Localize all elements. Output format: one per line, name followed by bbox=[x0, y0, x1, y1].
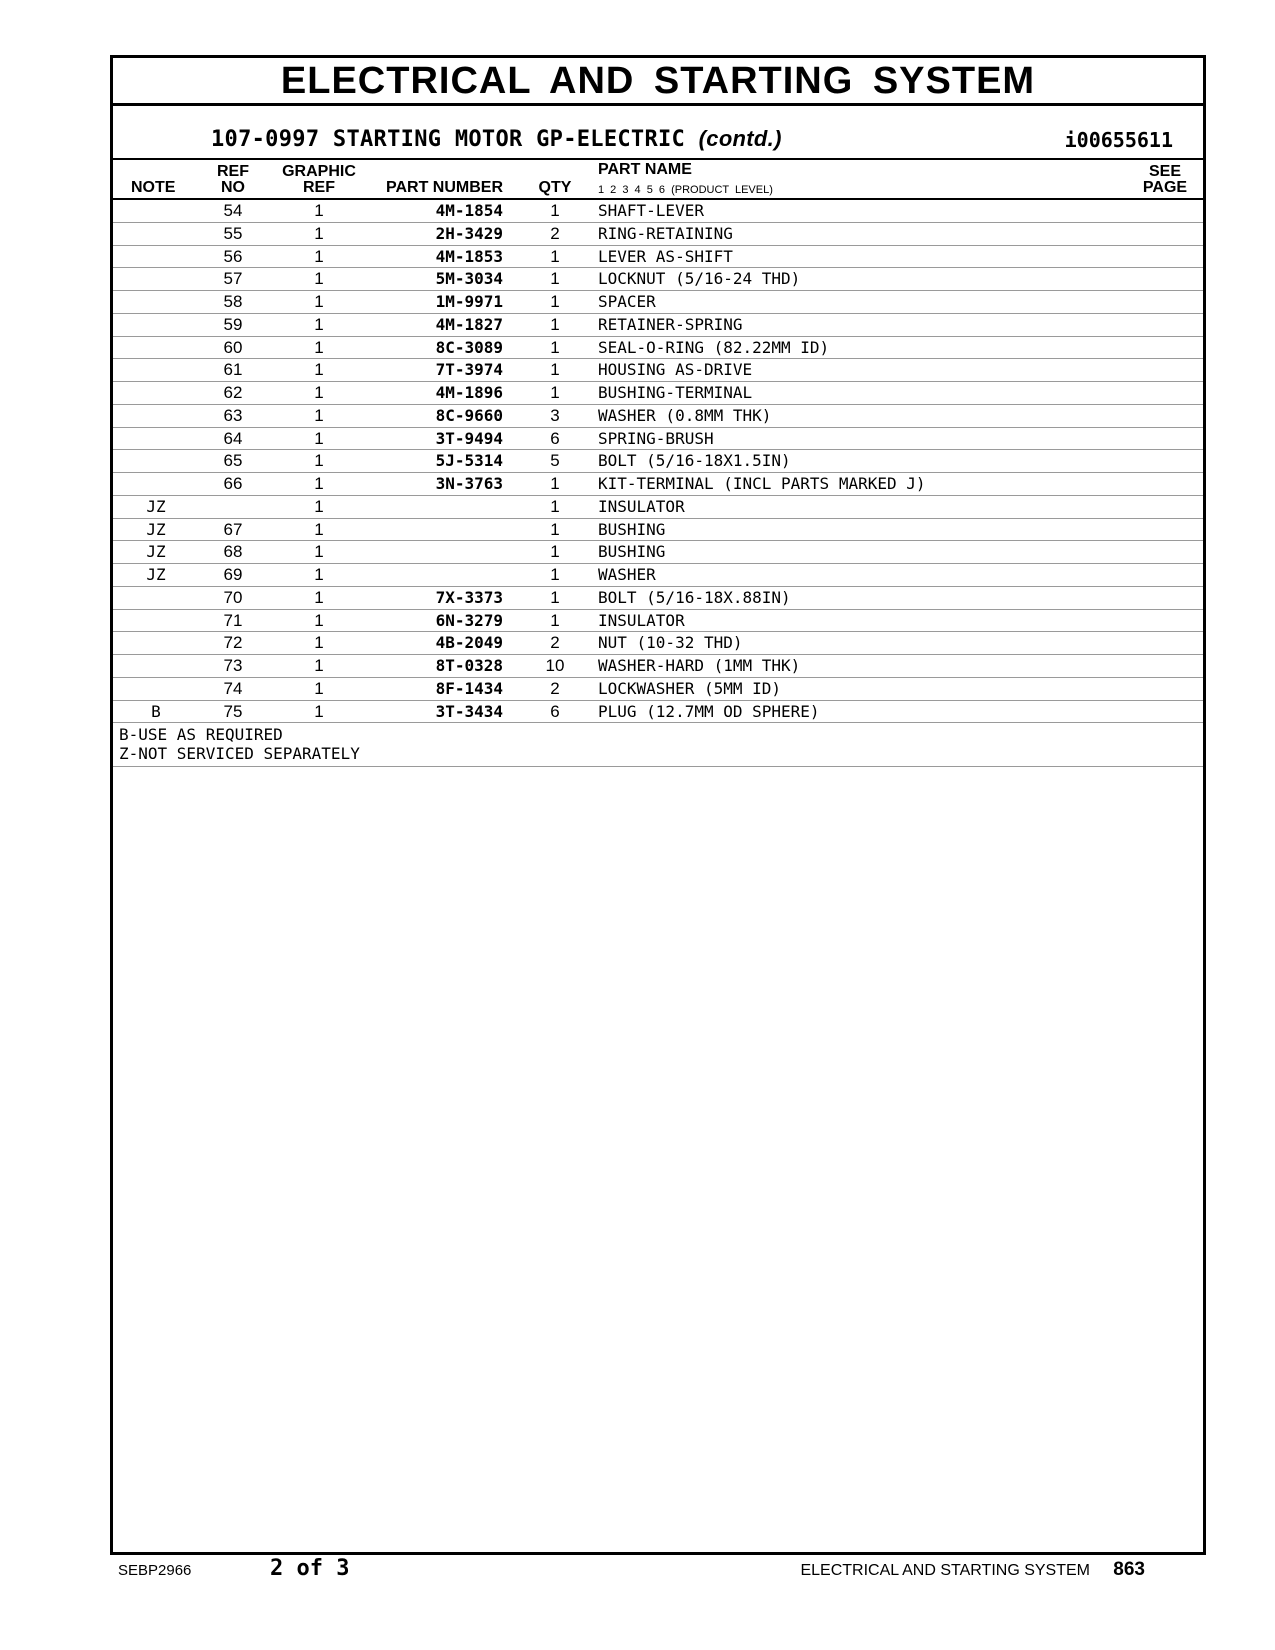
cell-part-number: 2H-3429 bbox=[435, 223, 503, 243]
table-row bbox=[113, 473, 1203, 496]
cell-part-number: 8F-1434 bbox=[435, 678, 503, 698]
col-graphic-ref-top: GRAPHIC bbox=[282, 163, 356, 180]
cell-qty: 2 bbox=[550, 633, 560, 653]
cell-graphic-ref: 1 bbox=[314, 519, 324, 539]
cell-part-name: LOCKNUT (5/16-24 THD) bbox=[598, 269, 801, 289]
cell-qty: 10 bbox=[545, 656, 565, 675]
cell-part-name: BOLT (5/16-18X.88IN) bbox=[598, 587, 791, 607]
group-header bbox=[113, 106, 1203, 160]
cell-part-number: 4M-1853 bbox=[435, 246, 503, 266]
cell-part-name: INSULATOR bbox=[598, 610, 685, 630]
group-continued: (contd.) bbox=[698, 126, 782, 151]
table-row bbox=[113, 405, 1203, 428]
page-of: 2 of 3 bbox=[270, 1556, 350, 1581]
table-row bbox=[113, 428, 1203, 451]
col-see-page-top: SEE bbox=[1148, 163, 1181, 180]
cell-qty: 5 bbox=[550, 451, 560, 471]
cell-qty: 6 bbox=[550, 428, 560, 448]
cell-part-name: BUSHING-TERMINAL bbox=[598, 383, 753, 402]
page-frame bbox=[110, 55, 1206, 1555]
cell-graphic-ref: 1 bbox=[314, 633, 324, 653]
product-level-label: (PRODUCT LEVEL) bbox=[671, 184, 773, 196]
cell-part-number: 4B-2049 bbox=[435, 633, 503, 653]
cell-qty: 1 bbox=[550, 360, 560, 380]
cell-ref-no: 58 bbox=[223, 292, 243, 311]
cell-part-name: BUSHING bbox=[598, 542, 666, 562]
cell-qty: 1 bbox=[550, 201, 560, 220]
cell-part-number: 6N-3279 bbox=[435, 610, 503, 630]
product-level-numbers: 1 2 3 4 5 6 bbox=[598, 184, 665, 196]
cell-graphic-ref: 1 bbox=[314, 269, 324, 289]
table-row bbox=[113, 200, 1203, 223]
cell-ref-no: 66 bbox=[223, 474, 243, 493]
cell-graphic-ref: 1 bbox=[314, 565, 324, 584]
cell-qty: 1 bbox=[550, 496, 560, 516]
cell-part-name: LOCKWASHER (5MM ID) bbox=[598, 678, 782, 698]
cell-part-number: 1M-9971 bbox=[435, 292, 503, 311]
cell-note: JZ bbox=[146, 542, 166, 562]
table-row bbox=[113, 314, 1203, 337]
cell-part-name: RETAINER-SPRING bbox=[598, 314, 743, 334]
col-ref-no-top: REF bbox=[217, 163, 249, 180]
cell-part-name: WASHER (0.8MM THK) bbox=[598, 405, 772, 425]
cell-graphic-ref: 1 bbox=[314, 610, 324, 630]
cell-part-number: 8T-0328 bbox=[435, 656, 503, 675]
cell-graphic-ref: 1 bbox=[314, 678, 324, 698]
column-header bbox=[113, 160, 1203, 200]
notes-block bbox=[113, 723, 1203, 767]
cell-part-number: 5M-3034 bbox=[435, 269, 503, 289]
table-row bbox=[113, 610, 1203, 633]
col-qty: QTY bbox=[538, 179, 572, 196]
cell-part-number: 3N-3763 bbox=[435, 474, 503, 493]
cell-ref-no: 73 bbox=[223, 656, 243, 675]
cell-ref-no: 54 bbox=[223, 201, 243, 220]
note-z: Z-NOT SERVICED SEPARATELY bbox=[119, 744, 360, 764]
cell-ref-no: 59 bbox=[223, 314, 243, 334]
table-row bbox=[113, 632, 1203, 655]
cell-graphic-ref: 1 bbox=[314, 542, 324, 562]
table-row bbox=[113, 223, 1203, 246]
table-row bbox=[113, 519, 1203, 542]
cell-graphic-ref: 1 bbox=[314, 223, 324, 243]
cell-qty: 1 bbox=[550, 610, 560, 630]
cell-qty: 1 bbox=[550, 246, 560, 266]
cell-part-number: 3T-9494 bbox=[435, 428, 503, 448]
group-title bbox=[211, 126, 782, 152]
cell-part-name: HOUSING AS-DRIVE bbox=[598, 360, 753, 380]
cell-ref-no: 57 bbox=[223, 269, 243, 289]
cell-note: JZ bbox=[146, 519, 166, 539]
cell-part-name: SPRING-BRUSH bbox=[598, 428, 714, 448]
cell-graphic-ref: 1 bbox=[314, 701, 324, 721]
group-number: 107-0997 bbox=[211, 127, 320, 152]
table-row bbox=[113, 268, 1203, 291]
cell-graphic-ref: 1 bbox=[314, 656, 324, 675]
cell-ref-no: 70 bbox=[223, 587, 243, 607]
table-row bbox=[113, 359, 1203, 382]
table-row bbox=[113, 291, 1203, 314]
cell-graphic-ref: 1 bbox=[314, 360, 324, 380]
col-see-page bbox=[1135, 164, 1195, 196]
cell-part-number: 7X-3373 bbox=[435, 587, 503, 607]
cell-qty: 3 bbox=[550, 405, 560, 425]
cell-note: B bbox=[151, 701, 161, 721]
cell-ref-no: 56 bbox=[223, 246, 243, 266]
cell-part-name: SHAFT-LEVER bbox=[598, 201, 704, 220]
table-row bbox=[113, 564, 1203, 587]
cell-part-name: NUT (10-32 THD) bbox=[598, 633, 743, 653]
cell-qty: 1 bbox=[550, 314, 560, 334]
table-row bbox=[113, 337, 1203, 360]
cell-part-number: 4M-1827 bbox=[435, 314, 503, 334]
cell-ref-no: 74 bbox=[223, 678, 243, 698]
cell-part-name: WASHER-HARD (1MM THK) bbox=[598, 656, 801, 675]
footer-section: ELECTRICAL AND STARTING SYSTEM bbox=[800, 1562, 1090, 1579]
cell-ref-no: 65 bbox=[223, 451, 243, 471]
cell-graphic-ref: 1 bbox=[314, 314, 324, 334]
cell-note: JZ bbox=[146, 565, 166, 584]
cell-qty: 1 bbox=[550, 565, 560, 584]
table-row bbox=[113, 496, 1203, 519]
cell-part-name: BOLT (5/16-18X1.5IN) bbox=[598, 451, 791, 471]
cell-ref-no: 63 bbox=[223, 405, 243, 425]
cell-part-name: BUSHING bbox=[598, 519, 666, 539]
cell-graphic-ref: 1 bbox=[314, 428, 324, 448]
col-graphic-ref-bottom: REF bbox=[303, 179, 335, 196]
col-part-number: PART NUMBER bbox=[385, 179, 503, 196]
cell-part-number: 8C-3089 bbox=[435, 337, 503, 357]
note-b: B-USE AS REQUIRED bbox=[119, 725, 283, 745]
cell-graphic-ref: 1 bbox=[314, 474, 324, 493]
cell-qty: 1 bbox=[550, 519, 560, 539]
col-see-page-bottom: PAGE bbox=[1142, 179, 1188, 196]
cell-part-name: LEVER AS-SHIFT bbox=[598, 246, 733, 266]
cell-qty: 1 bbox=[550, 542, 560, 562]
col-part-name: PART NAME bbox=[598, 161, 692, 178]
cell-qty: 2 bbox=[550, 678, 560, 698]
cell-ref-no: 67 bbox=[223, 519, 243, 539]
cell-graphic-ref: 1 bbox=[314, 451, 324, 471]
cell-graphic-ref: 1 bbox=[314, 496, 324, 516]
cell-qty: 1 bbox=[550, 337, 560, 357]
cell-qty: 1 bbox=[550, 292, 560, 311]
cell-graphic-ref: 1 bbox=[314, 405, 324, 425]
cell-ref-no: 62 bbox=[223, 383, 243, 402]
cell-ref-no: 69 bbox=[223, 565, 243, 584]
parts-table bbox=[113, 200, 1203, 723]
cell-ref-no: 68 bbox=[223, 542, 243, 562]
cell-part-number: 3T-3434 bbox=[435, 701, 503, 721]
cell-ref-no: 71 bbox=[223, 610, 243, 630]
table-row bbox=[113, 450, 1203, 473]
cell-part-number: 4M-1896 bbox=[435, 383, 503, 402]
cell-qty: 1 bbox=[550, 269, 560, 289]
cell-part-name: SPACER bbox=[598, 292, 656, 311]
cell-part-name: WASHER bbox=[598, 565, 656, 584]
cell-ref-no: 61 bbox=[223, 360, 243, 380]
col-product-level bbox=[598, 182, 773, 198]
group-name: STARTING MOTOR GP-ELECTRIC bbox=[332, 127, 686, 152]
cell-part-name: PLUG (12.7MM OD SPHERE) bbox=[598, 701, 820, 721]
publication-number: SEBP2966 bbox=[118, 1562, 192, 1579]
cell-note: JZ bbox=[146, 496, 166, 516]
cell-ref-no: 64 bbox=[223, 428, 243, 448]
illustration-id: i00655611 bbox=[1064, 128, 1173, 152]
cell-ref-no: 55 bbox=[223, 223, 243, 243]
cell-qty: 6 bbox=[550, 701, 560, 721]
cell-qty: 1 bbox=[550, 474, 560, 493]
table-row bbox=[113, 587, 1203, 610]
col-graphic-ref bbox=[279, 164, 359, 196]
cell-ref-no: 72 bbox=[223, 633, 243, 653]
cell-ref-no: 75 bbox=[223, 701, 243, 721]
table-row bbox=[113, 246, 1203, 269]
col-note: NOTE bbox=[131, 179, 176, 196]
page-title: ELECTRICAL AND STARTING SYSTEM bbox=[113, 58, 1203, 106]
col-ref-no bbox=[209, 164, 257, 196]
table-row bbox=[113, 655, 1203, 678]
page-number: 863 bbox=[1113, 1559, 1145, 1580]
cell-graphic-ref: 1 bbox=[314, 292, 324, 311]
cell-graphic-ref: 1 bbox=[314, 337, 324, 357]
cell-qty: 1 bbox=[550, 587, 560, 607]
page-footer bbox=[0, 1556, 1275, 1586]
cell-graphic-ref: 1 bbox=[314, 201, 324, 220]
table-row bbox=[113, 382, 1203, 405]
cell-graphic-ref: 1 bbox=[314, 383, 324, 402]
cell-qty: 2 bbox=[550, 223, 560, 243]
cell-part-number: 7T-3974 bbox=[435, 360, 503, 380]
cell-qty: 1 bbox=[550, 383, 560, 402]
cell-part-number: 8C-9660 bbox=[435, 405, 503, 425]
cell-part-name: SEAL-O-RING (82.22MM ID) bbox=[598, 337, 830, 357]
cell-graphic-ref: 1 bbox=[314, 246, 324, 266]
col-ref-no-bottom: NO bbox=[221, 179, 245, 196]
cell-ref-no: 60 bbox=[223, 337, 243, 357]
cell-part-name: KIT-TERMINAL (INCL PARTS MARKED J) bbox=[598, 474, 926, 493]
cell-graphic-ref: 1 bbox=[314, 587, 324, 607]
table-row bbox=[113, 701, 1203, 724]
cell-part-number: 4M-1854 bbox=[435, 201, 503, 220]
table-row bbox=[113, 541, 1203, 564]
cell-part-number: 5J-5314 bbox=[435, 451, 503, 471]
cell-part-name: INSULATOR bbox=[598, 496, 685, 516]
cell-part-name: RING-RETAINING bbox=[598, 223, 733, 243]
table-row bbox=[113, 678, 1203, 701]
